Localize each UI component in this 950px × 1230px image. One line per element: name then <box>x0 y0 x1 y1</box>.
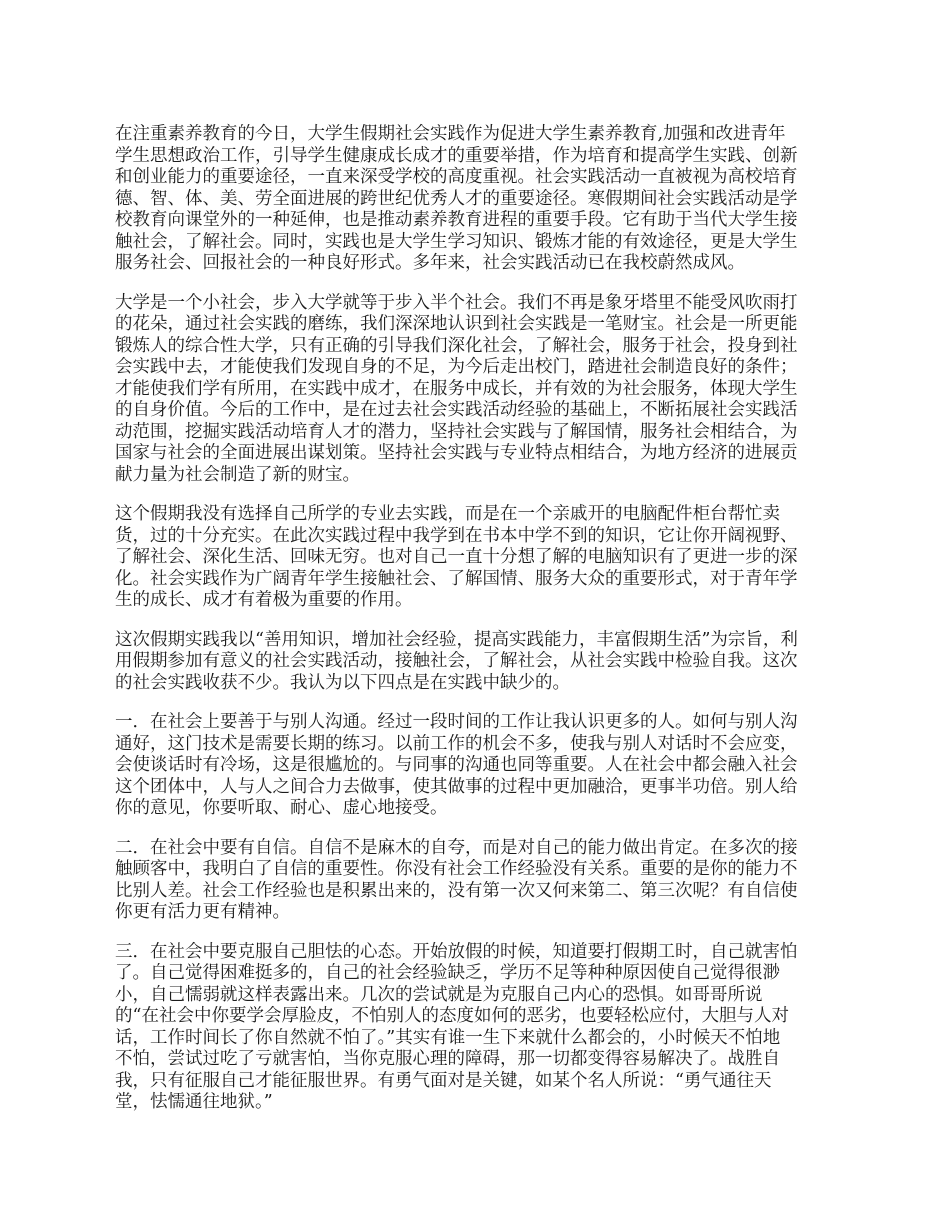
text-line: 二．在社会中要有自信。自信不是麻木的自夸，而是对自己的能力做出肯定。在多次的接 <box>115 837 798 858</box>
text-line: 大学是一个小社会，步入大学就等于步入半个社会。我们不再是象牙塔里不能受风吹雨打 <box>115 292 798 313</box>
text-line: 我，只有征服自己才能征服世界。有勇气面对是关键，如某个名人所说：“勇气通往天 <box>115 1070 772 1091</box>
text-line: 了。自己觉得困难挺多的，自己的社会经验缺乏，学历不足等种种原因使自己觉得很渺 <box>115 963 780 983</box>
paragraph-3 <box>115 504 850 612</box>
text-line: 献力量为社会制造了新的财宝。 <box>115 464 360 485</box>
text-line: 话，工作时间长了你自然就不怕了。”其实有谁一生下来就什么都会的，小时候天不怕地 <box>115 1027 781 1048</box>
text-line: 才能使我们学有所用，在实践中成才，在服务中成长，并有效的为社会服务，体现大学生 <box>115 378 798 399</box>
text-line: 触社会，了解社会。同时，实践也是大学生学习知识、锻炼才能的有效途径，更是大学生 <box>115 231 798 252</box>
text-line: 用假期参加有意义的社会实践活动，接触社会，了解社会，从社会实践中检验自我。这次 <box>115 651 798 671</box>
text-line: 比别人差。社会工作经验也是积累出来的，没有第一次又何来第二、第三次呢？有自信使 <box>115 880 798 901</box>
text-line: 国家与社会的全面进展出谋划策。坚持社会实践与专业特点相结合，为地方经济的进展贡 <box>115 443 798 463</box>
text-line: 一．在社会上要善于与别人沟通。经过一段时间的工作让我认识更多的人。如何与别人沟 <box>115 712 798 732</box>
text-line: 这次假期实践我以“善用知识，增加社会经验，提高实践能力，丰富假期生活”为宗旨，利 <box>115 629 798 650</box>
text-line: 的“在社会中你要学会厚脸皮，不怕别人的态度如何的恶劣，也要轻松应付，大胆与人对 <box>115 1006 789 1026</box>
text-line: 这个团体中，人与人之间合力去做事，使其做事的过程中更加融洽，更事半功倍。别人给 <box>115 776 798 797</box>
paragraph-6 <box>115 838 850 924</box>
text-line: 在注重素养教育的今日，大学生假期社会实践作为促进大学生素养教育,加强和改进青年 <box>115 124 786 144</box>
text-line: 触顾客中，我明白了自信的重要性。你没有社会工作经验没有关系。重要的是你的能力不 <box>115 859 798 879</box>
text-line: 和创业能力的重要途径，一直来深受学校的高度重视。社会实践活动一直被视为高校培育 <box>115 167 798 187</box>
text-line: 校教育向课堂外的一种延伸，也是推动素养教育进程的重要手段。它有助于当代大学生接 <box>115 210 798 230</box>
text-line: 会使谈话时有冷场，这是很尴尬的。与同事的沟通也同等重要。人在社会中都会融入社会 <box>115 755 798 775</box>
paragraph-2 <box>115 293 850 487</box>
text-line: 你的意见，你要听取、耐心、虚心地接受。 <box>115 798 448 818</box>
text-line: 你更有活力更有精神。 <box>115 902 290 922</box>
paragraph-5 <box>115 712 850 820</box>
text-line: 小，自己懦弱就这样表露出来。几次的尝试就是为克服自己内心的恐惧。如哥哥所说 <box>115 984 763 1005</box>
text-line: 通好，这门技术是需要长期的练习。以前工作的机会不多，使我与别人对话时不会应变， <box>115 733 798 754</box>
text-line: 三．在社会中要克服自己胆怯的心态。开始放假的时候，知道要打假期工时，自己就害怕 <box>115 941 798 962</box>
text-line: 化。社会实践作为广阔青年学生接触社会、了解国情、服务大众的重要形式，对于青年学 <box>115 568 798 589</box>
text-line: 不怕，尝试过吃了亏就害怕，当你克服心理的障碍，那一切都变得容易解决了。战胜自 <box>115 1049 780 1069</box>
text-line: 堂，怯懦通往地狱。” <box>115 1092 273 1112</box>
text-line: 这个假期我没有选择自己所学的专业去实践，而是在一个亲戚开的电脑配件柜台帮忙卖 <box>115 504 780 524</box>
text-line: 服务社会、回报社会的一种良好形式。多年来，社会实践活动已在我校蔚然成风。 <box>115 253 745 273</box>
paragraph-1 <box>115 124 850 275</box>
paragraph-7 <box>115 942 850 1114</box>
paragraph-4 <box>115 630 850 695</box>
text-line: 货，过的十分充实。在此次实践过程中我学到在书本中学不到的知识，它让你开阔视野、 <box>115 525 798 546</box>
document-body <box>115 124 850 1132</box>
text-line: 学生思想政治工作，引导学生健康成长成才的重要举措，作为培育和提高学生实践、创新 <box>115 145 798 166</box>
text-line: 生的成长、成才有着极为重要的作用。 <box>115 590 413 610</box>
text-line: 的自身价值。今后的工作中，是在过去社会实践活动经验的基础上，不断拓展社会实践活 <box>115 400 798 420</box>
text-line: 德、智、体、美、劳全面进展的跨世纪优秀人才的重要途径。寒假期间社会实践活动是学 <box>115 188 798 209</box>
text-line: 的花朵，通过社会实践的磨练，我们深深地认识到社会实践是一笔财宝。社会是一所更能 <box>115 314 798 334</box>
text-line: 的社会实践收获不少。我认为以下四点是在实践中缺少的。 <box>115 672 570 693</box>
text-line: 锻炼人的综合性大学，只有正确的引导我们深化社会，了解社会，服务于社会，投身到社 <box>115 335 798 356</box>
text-line: 了解社会、深化生活、回味无穷。也对自己一直十分想了解的电脑知识有了更进一步的深 <box>115 547 798 567</box>
text-line: 动范围，挖掘实践活动培育人才的潜力，坚持社会实践与了解国情，服务社会相结合，为 <box>115 421 798 442</box>
text-line: 会实践中去，才能使我们发现自身的不足，为今后走出校门，踏进社会制造良好的条件； <box>115 357 798 377</box>
